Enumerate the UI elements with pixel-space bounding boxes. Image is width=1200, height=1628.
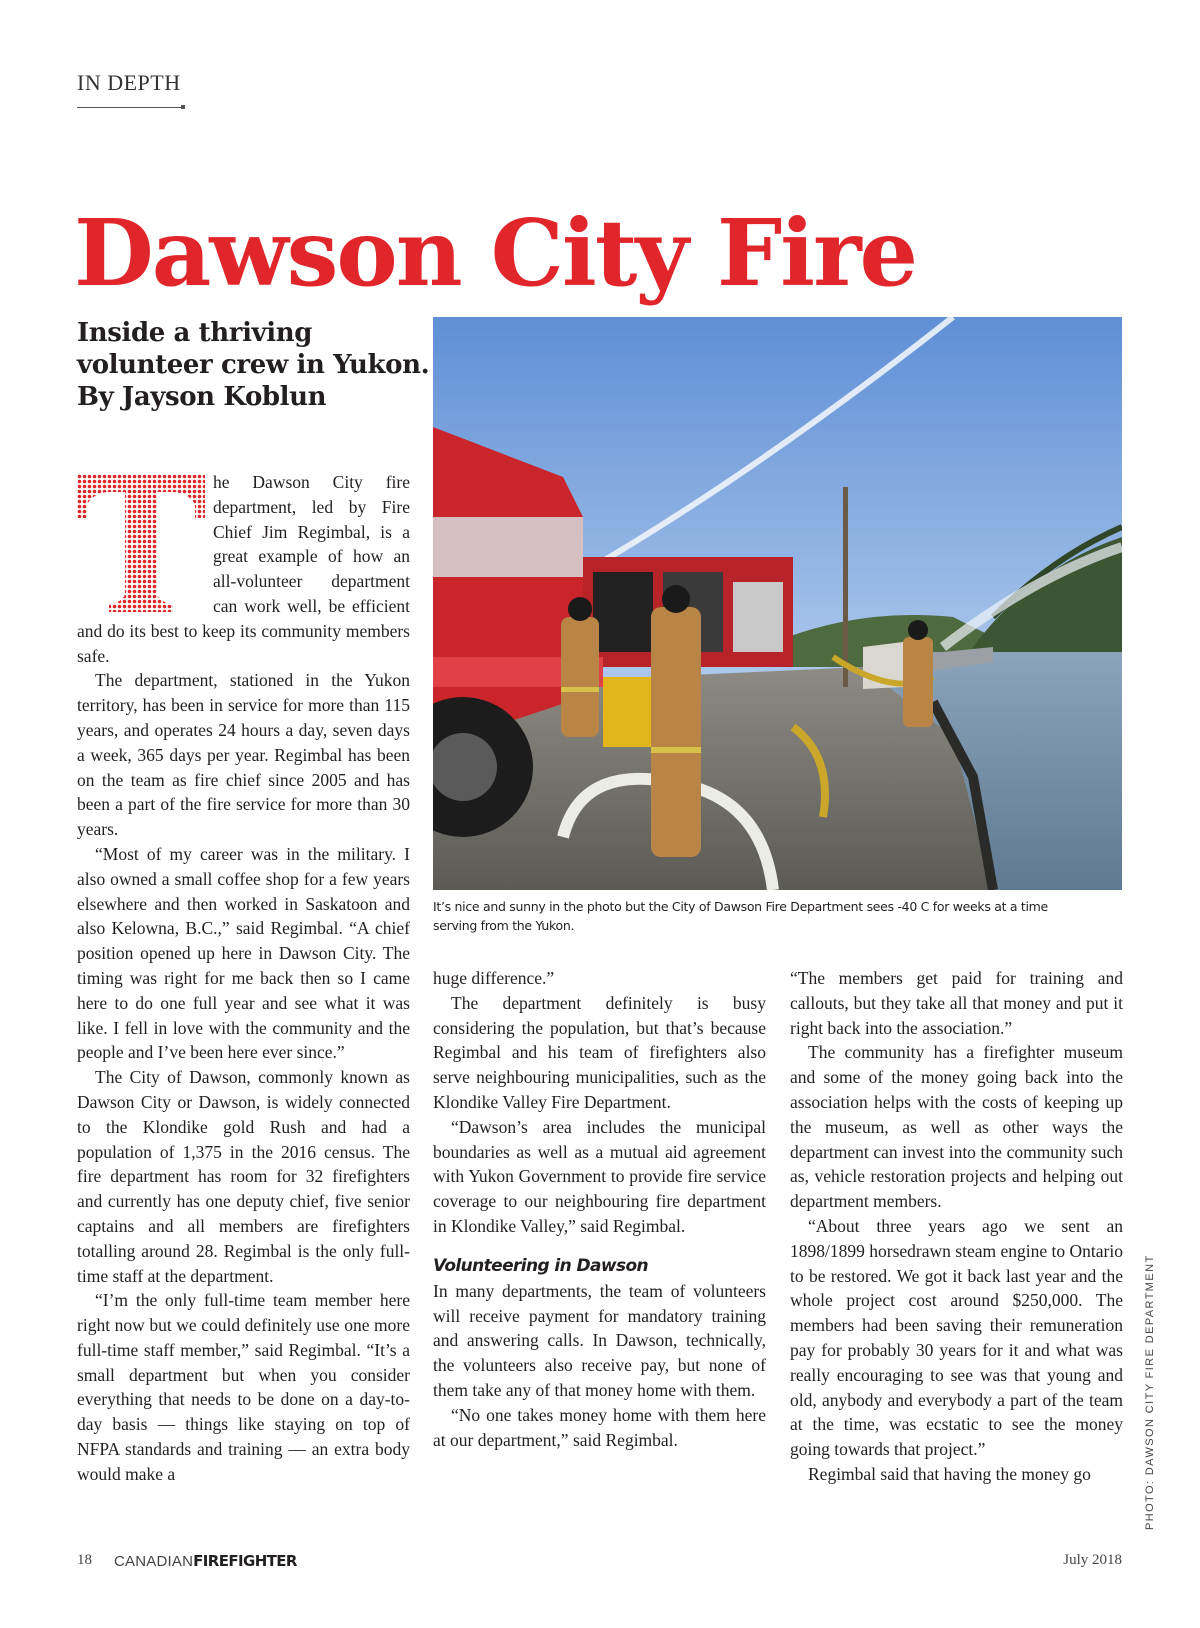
photo-credit: PHOTO: DAWSON CITY FIRE DEPARTMENT	[1144, 1254, 1156, 1530]
paragraph: The department, stationed in the Yukon territory, has been in service for more than 115 years, and operates 24 hours a day, seven days a week, 365 days per year. Regimbal has been on the team as fire chief since 2005 and has been a part of the fire service for more than 30 years.	[77, 670, 410, 840]
subhead: Volunteering in Dawson	[433, 1255, 649, 1276]
magazine-title: FIREFIGHTER	[193, 1552, 297, 1570]
page-number: 18	[77, 1552, 92, 1568]
drop-cap	[77, 474, 205, 612]
paragraph: The department definitely is busy considering the population, but that’s because Regimbal and his team of firefighters also serve neighbouring municipalities, such as the Klondike Valley Fire Department.	[433, 992, 766, 1112]
paragraph: In many departments, the team of volunteers will receive payment for mandatory training and answering calls. In Dawson, technically, the volunteers also receive pay, but none of them take any of that money home with them.	[433, 1280, 766, 1400]
issue-date: July 2018	[1063, 1552, 1122, 1568]
paragraph: “About three years ago we sent an 1898/1899 horsedrawn steam engine to Ontario to be restored. We got it back last year and the whole project cost around $250,000. The members had been saving their remuneration pay for probably 30 years for it and what was really encouraging to see was that young and old, anybody and everybody a part of the team at the time, was ecstatic to see the money going towards that project.”	[790, 1215, 1123, 1460]
magazine-name	[114, 1552, 297, 1570]
deck-line: volunteer crew in Yukon.	[77, 350, 430, 380]
paragraph: “Most of my career was in the military. I also owned a small coffee shop for a few years elsewhere and then worked in Saskatoon and also Kelowna, B.C.,” said Regimbal. “A chief position opened up here in Dawson City. The timing was right for me back then so I came here to do one full year and see what it was like. I fell in love with the community and the people and I’ve been here ever since.”	[77, 843, 410, 1063]
paragraph: “I’m the only full-time team member here right now but we could definitely use one more full-time staff member,” said Regimbal. “It’s a small department but when you consider everything that needs to be done on a day-to-day basis — things like staying on top of NFPA standards and training — an extra body would make a	[77, 1290, 410, 1484]
paragraph: “The members get paid for training and callouts, but they take all that money and put it right back into the association.”	[790, 968, 1123, 1038]
paragraph: Regimbal said that having the money go	[808, 1463, 1091, 1484]
photo-caption: It’s nice and sunny in the photo but the City of Dawson Fire Department sees -40 C for weeks at a time serving from the Yukon.	[433, 899, 1048, 933]
paragraph: “Dawson’s area includes the municipal boundaries as well as a mutual aid agreement with Yukon Government to provide fire service coverage to our neighbouring fire department in Klondike Valley,” said Regimbal.	[433, 1116, 766, 1236]
article-photo	[433, 317, 1122, 890]
drop-cap-dotted-t	[77, 474, 205, 612]
paragraph: huge difference.”	[433, 968, 555, 988]
paragraph: The City of Dawson, commonly known as Dawson City or Dawson, is widely connected to the Klondike gold Rush and had a population of 1,375 in the 2016 census. The fire department has room for 32 firefighters and currently has one deputy chief, five senior captains and all members are firefighters totalling around 28. Regimbal is the only full-time staff at the department.	[77, 1067, 410, 1286]
byline: By Jayson Koblun	[77, 382, 327, 412]
paragraph: The community has a firefighter museum and some of the money going back into the association helps with the costs of keeping up the museum, as well as other ways the department can invest into the community such as, vehicle restoration projects and helping out department members.	[790, 1042, 1123, 1212]
article-column-1	[77, 470, 410, 1487]
article-column-2	[433, 966, 766, 1452]
magazine-prefix: CANADIAN	[114, 1553, 194, 1570]
deck-line: Inside a thriving	[77, 318, 313, 348]
paragraph: he Dawson City fire department, led by Fire Chief Jim Regimbal, is a great example of how an all-volunteer department can work well, be efficient and do its best to keep its community members safe.	[77, 472, 410, 666]
section-rule	[77, 107, 183, 108]
headline: Dawson City Fire	[74, 199, 917, 307]
paragraph: “No one takes money home with them here at our department,” said Regimbal.	[433, 1404, 766, 1450]
article-column-3	[790, 966, 1123, 1487]
deck	[77, 317, 430, 413]
section-label: IN DEPTH	[77, 70, 181, 95]
firefighters-photo-illustration	[433, 317, 1122, 890]
